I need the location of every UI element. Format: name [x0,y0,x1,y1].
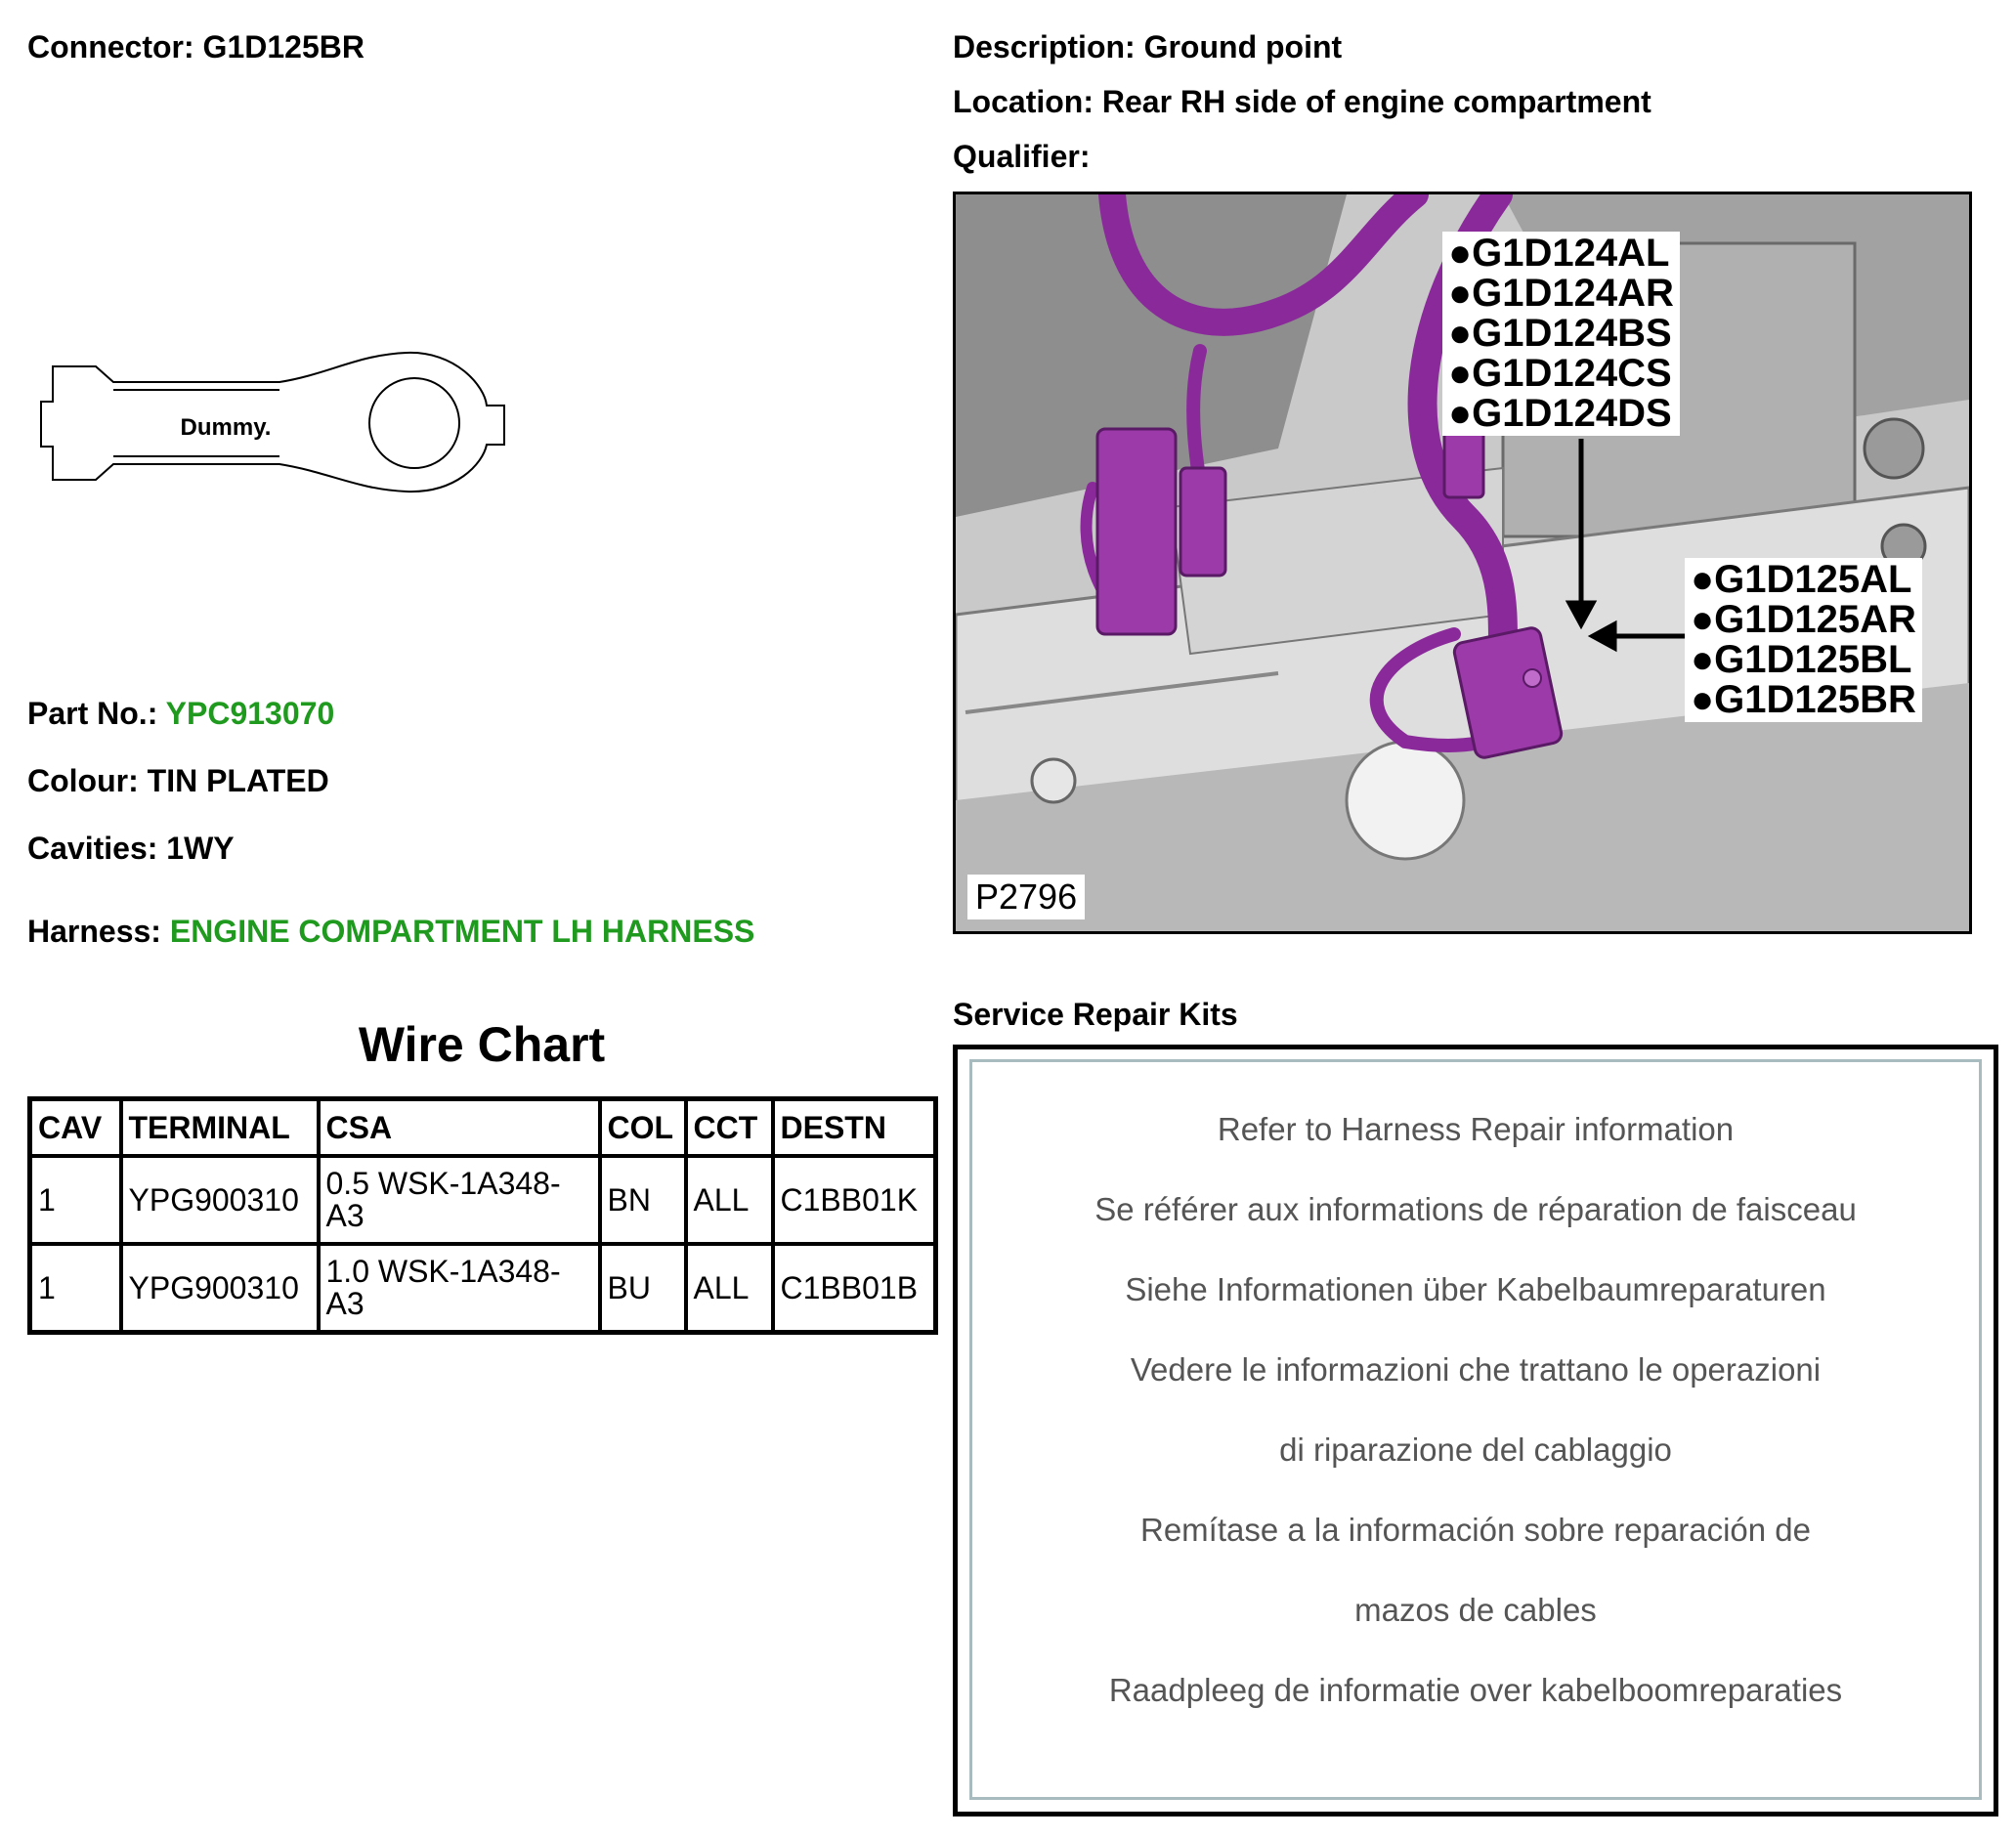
cell-cct: ALL [686,1244,773,1333]
colour-label: Colour: [27,763,139,798]
cell-csa: 1.0 WSK-1A348-A3 [319,1244,600,1333]
repair-info-line: Siehe Informationen über Kabelbaumreparaturen [1125,1271,1826,1307]
harness-field [27,914,754,950]
header-csa: CSA [319,1099,600,1157]
callout-top [1442,232,1680,436]
repair-info-line: Vedere le informazioni che trattano le operazioni [1130,1351,1822,1388]
repair-info-line: Se référer aux informations de réparation de faisceau [1094,1191,1857,1227]
header-terminal: TERMINAL [121,1099,319,1157]
image-reference-label: P2796 [967,875,1085,919]
repair-info-line: Refer to Harness Repair information [1217,1111,1735,1147]
repair-info-line: di riparazione del cablaggio [1279,1432,1672,1468]
header-col: COL [600,1099,686,1157]
qualifier-label: Qualifier: [953,139,1091,174]
header-cct: CCT [686,1099,773,1157]
wire-chart-title: Wire Chart [358,1017,606,1072]
cavities-value: 1WY [166,831,235,866]
repair-info-line: mazos de cables [1354,1592,1597,1628]
connector-drawing-text: Dummy. [180,414,272,441]
table-row [30,1156,936,1244]
part-no-label: Part No.: [27,696,158,731]
connector-label: Connector: [27,29,194,64]
cavities-label: Cavities: [27,831,158,866]
callout-right [1685,558,1922,722]
cell-cav: 1 [30,1156,121,1244]
location-image [953,192,1972,934]
callout-label: ●G1D125BR [1691,678,1916,721]
connector-value: G1D125BR [202,29,365,64]
cell-col: BN [600,1156,686,1244]
part-no-link[interactable]: YPC913070 [165,696,335,731]
description-value: Ground point [1143,29,1343,64]
cell-cav: 1 [30,1244,121,1333]
table-header-row [30,1099,936,1157]
cell-col: BU [600,1244,686,1333]
part-no-field [27,696,334,732]
callout-label: ●G1D125BL [1691,638,1912,681]
cell-destn: C1BB01K [773,1156,936,1244]
harness-link[interactable]: ENGINE COMPARTMENT LH HARNESS [169,914,755,949]
location-value: Rear RH side of engine compartment [1101,84,1651,119]
service-repair-kits-box [953,1045,1998,1817]
description-label: Description: [953,29,1136,64]
harness-label: Harness: [27,914,161,949]
cavities-field [27,831,235,867]
description-field [953,29,1342,65]
qualifier-field [953,139,1090,175]
header-destn: DESTN [773,1099,936,1157]
callout-label: ●G1D124BS [1448,312,1672,355]
table-row [30,1244,936,1333]
callout-label: ●G1D125AR [1691,598,1916,641]
service-repair-kits-panel [969,1059,1982,1800]
callout-label: ●G1D124AR [1448,272,1674,315]
cell-cct: ALL [686,1156,773,1244]
location-label: Location: [953,84,1094,119]
callout-label: ●G1D124DS [1448,392,1672,435]
cell-destn: C1BB01B [773,1244,936,1333]
callout-label: ●G1D124AL [1448,232,1670,275]
cell-terminal: YPG900310 [121,1244,319,1333]
location-field [953,84,1651,120]
header-cav: CAV [30,1099,121,1157]
repair-info-line: Remítase a la información sobre reparación de [1139,1512,1812,1548]
callout-label: ●G1D125AL [1691,558,1912,601]
cell-terminal: YPG900310 [121,1156,319,1244]
repair-info-line: Raadpleeg de informatie over kabelboomreparaties [1108,1672,1843,1708]
connector-drawing [35,347,514,503]
wire-chart-table [27,1096,938,1335]
connector-field [27,29,365,65]
service-repair-kits-title: Service Repair Kits [953,997,1238,1032]
cell-csa: 0.5 WSK-1A348-A3 [319,1156,600,1244]
colour-field [27,763,329,799]
callout-label: ●G1D124CS [1448,352,1672,395]
colour-value: TIN PLATED [147,763,329,798]
